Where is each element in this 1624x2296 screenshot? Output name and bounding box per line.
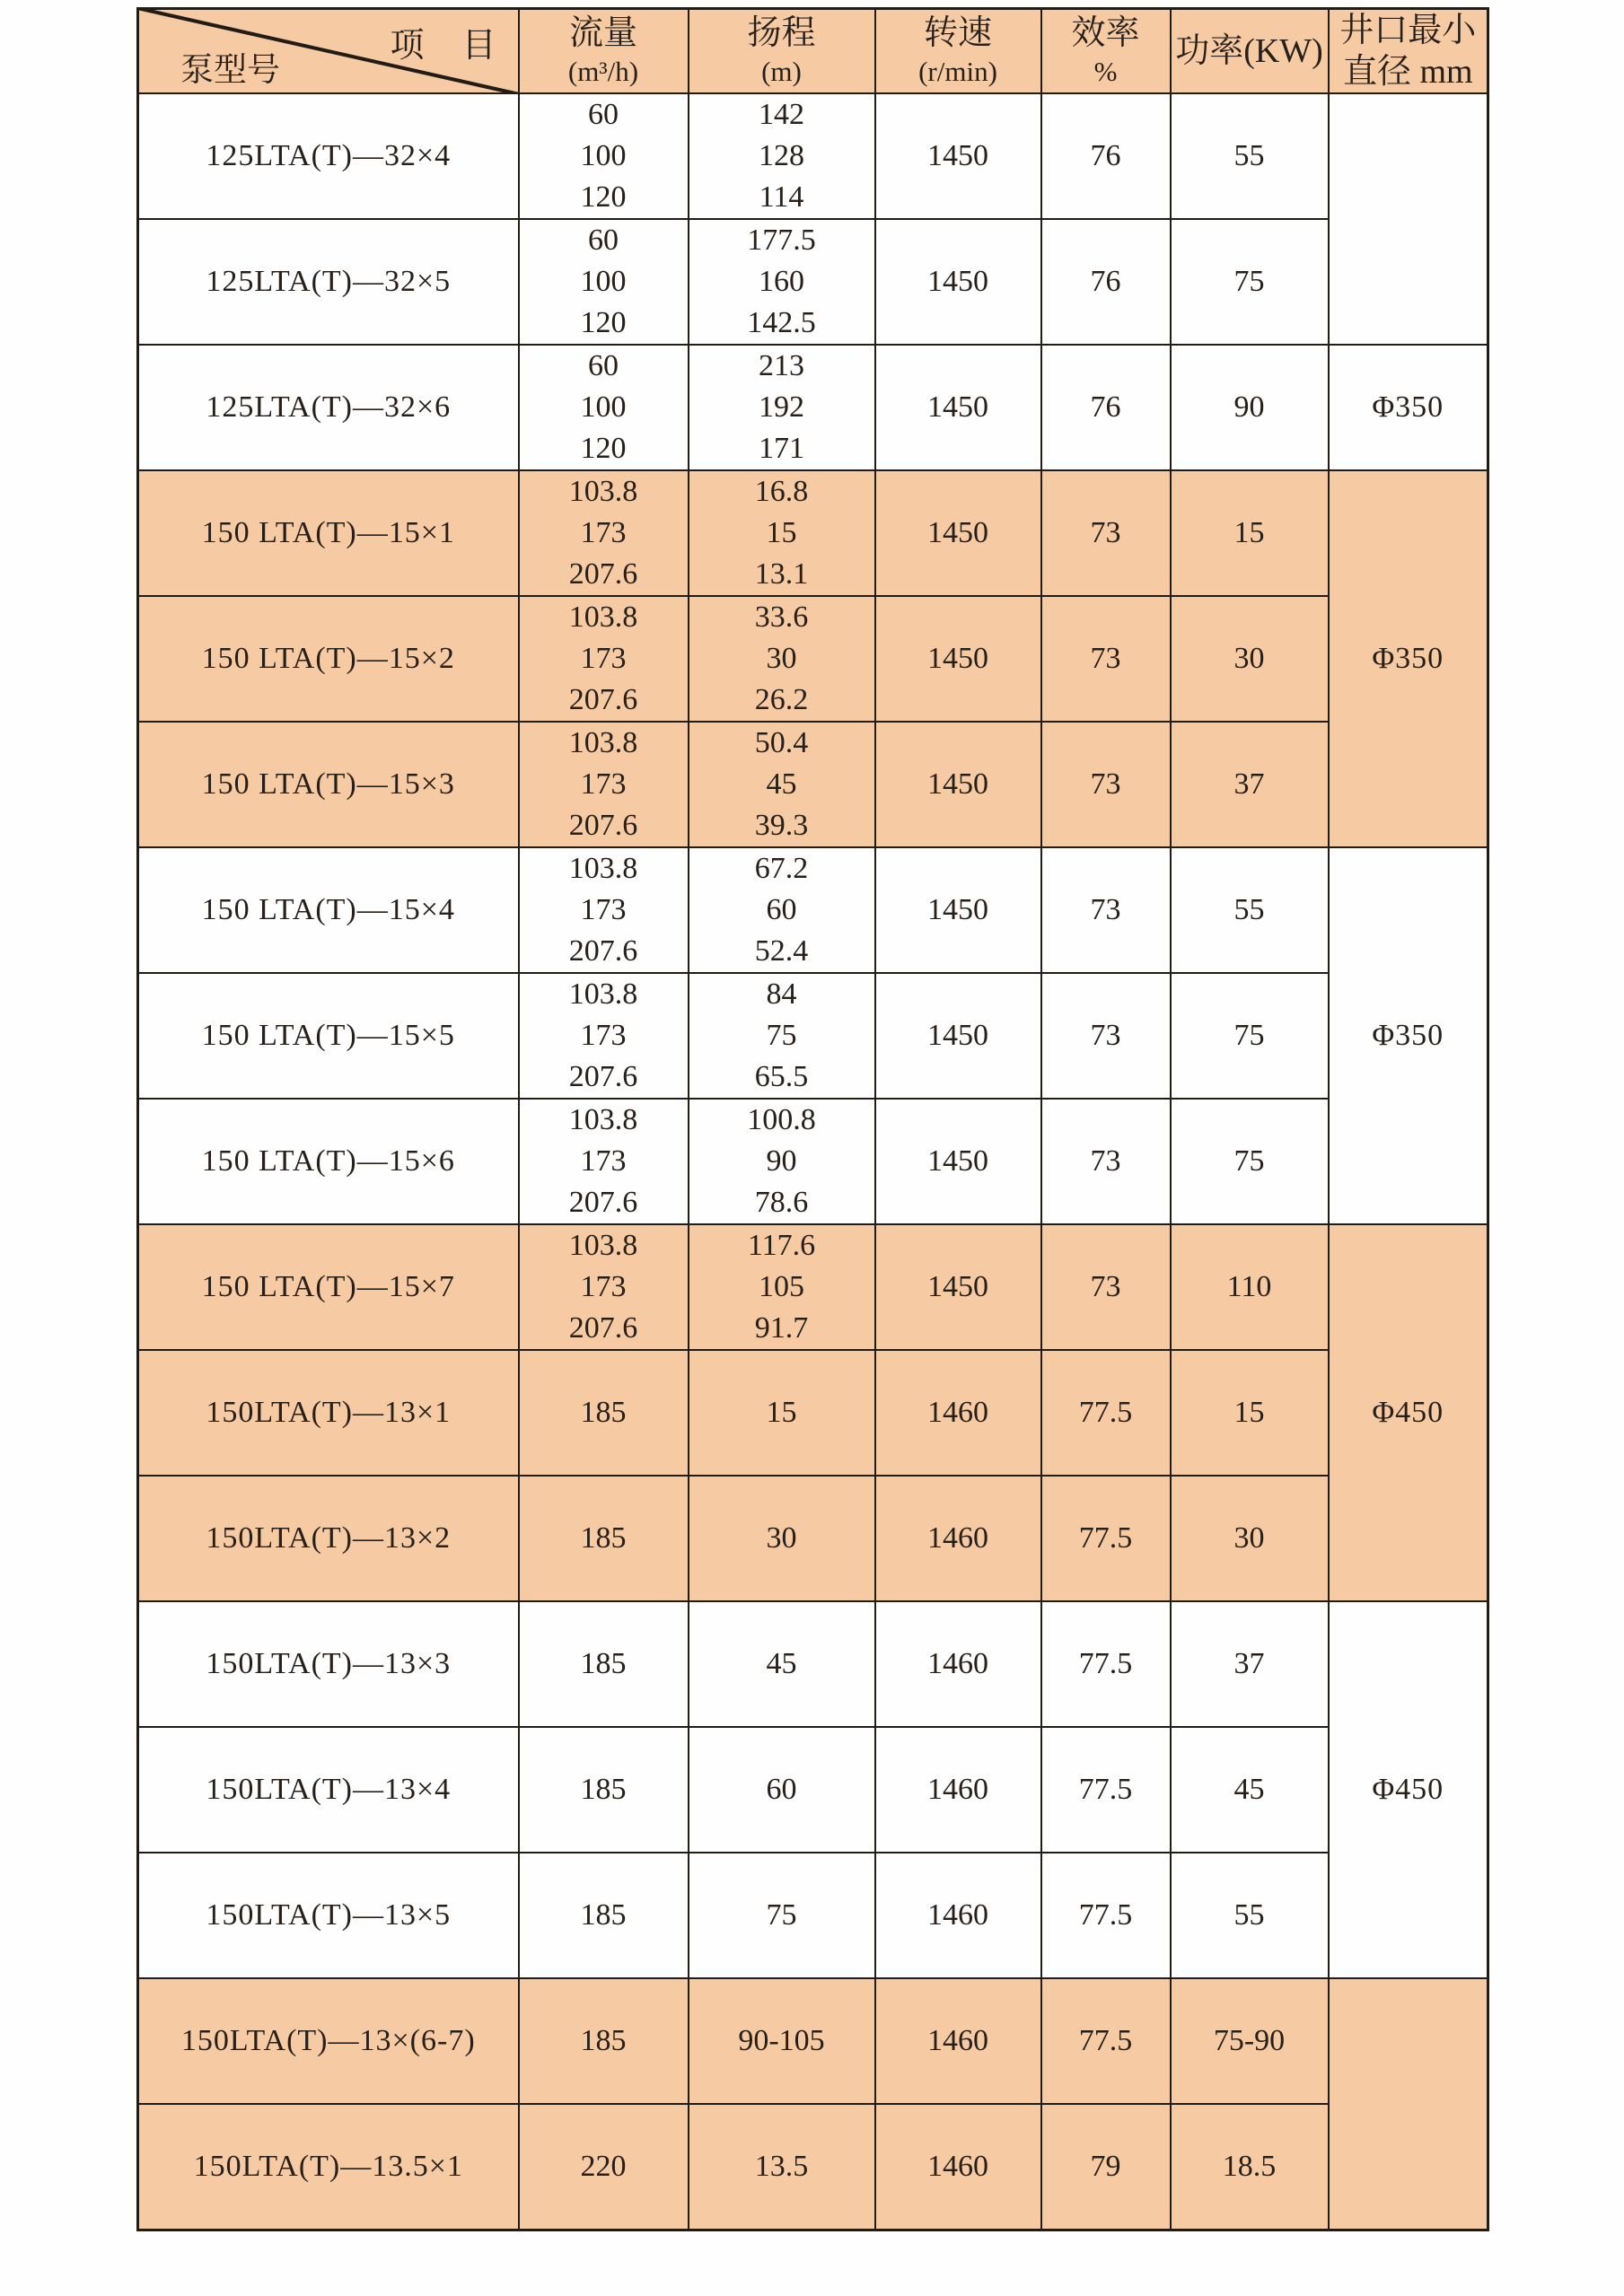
model-cell: 150 LTA(T)—15×1 xyxy=(138,470,519,596)
value-line: 84 xyxy=(766,977,797,1011)
table-row xyxy=(138,93,1488,219)
well-diameter-cell xyxy=(1329,93,1488,345)
speed-cell: 1450 xyxy=(875,722,1041,847)
value-line: 103.8 xyxy=(568,475,638,508)
value-line: 185 xyxy=(580,1773,627,1806)
header-power xyxy=(1171,9,1329,94)
efficiency-cell: 77.5 xyxy=(1041,1601,1171,1727)
speed-cell: 1450 xyxy=(875,93,1041,219)
value-line: 65.5 xyxy=(754,1060,809,1093)
power-cell: 75 xyxy=(1171,973,1329,1099)
value-line: 207.6 xyxy=(568,1186,638,1219)
flow-cell xyxy=(519,1224,689,1350)
model-cell: 150LTA(T)—13×(6-7) xyxy=(138,1978,519,2104)
value-line: 173 xyxy=(580,893,627,926)
header-efficiency-label: 效率 xyxy=(1071,14,1140,52)
head-cell xyxy=(689,847,875,973)
power-cell: 15 xyxy=(1171,470,1329,596)
value-line: 173 xyxy=(580,767,627,801)
power-cell: 45 xyxy=(1171,1727,1329,1853)
value-line: 60 xyxy=(766,893,797,926)
speed-cell: 1450 xyxy=(875,1224,1041,1350)
value-line: 142 xyxy=(759,98,804,131)
corner-label-item: 项 目 xyxy=(390,27,498,65)
header-row xyxy=(138,9,1488,94)
table-row xyxy=(138,1601,1488,1727)
head-cell xyxy=(689,1350,875,1476)
power-cell: 15 xyxy=(1171,1350,1329,1476)
head-cell xyxy=(689,1476,875,1601)
efficiency-cell: 73 xyxy=(1041,1224,1171,1350)
power-cell: 110 xyxy=(1171,1224,1329,1350)
value-line: 26.2 xyxy=(754,683,809,716)
model-cell: 125LTA(T)—32×4 xyxy=(138,93,519,219)
well-diameter-cell: Φ350 xyxy=(1329,470,1488,847)
value-line: 100.8 xyxy=(747,1103,816,1136)
flow-cell xyxy=(519,1727,689,1853)
power-cell: 18.5 xyxy=(1171,2104,1329,2230)
model-cell: 150LTA(T)—13×2 xyxy=(138,1476,519,1601)
speed-cell: 1460 xyxy=(875,2104,1041,2230)
efficiency-cell: 73 xyxy=(1041,847,1171,973)
value-line: 114 xyxy=(759,180,804,214)
head-cell xyxy=(689,1853,875,1978)
value-line: 185 xyxy=(580,2024,627,2057)
speed-cell: 1450 xyxy=(875,973,1041,1099)
table-row xyxy=(138,847,1488,973)
table-row xyxy=(138,1727,1488,1853)
table-row xyxy=(138,1853,1488,1978)
value-line: 185 xyxy=(580,1521,627,1555)
efficiency-cell: 76 xyxy=(1041,345,1171,470)
value-line: 142.5 xyxy=(747,306,816,339)
power-cell: 30 xyxy=(1171,596,1329,722)
value-line: 192 xyxy=(759,390,804,424)
flow-cell xyxy=(519,2104,689,2230)
head-cell xyxy=(689,470,875,596)
value-line: 103.8 xyxy=(568,1229,638,1262)
flow-cell xyxy=(519,596,689,722)
value-line: 185 xyxy=(580,1396,627,1429)
efficiency-cell: 77.5 xyxy=(1041,1727,1171,1853)
value-line: 103.8 xyxy=(568,852,638,885)
speed-cell: 1450 xyxy=(875,596,1041,722)
table-row xyxy=(138,973,1488,1099)
model-cell: 150LTA(T)—13×1 xyxy=(138,1350,519,1476)
header-speed xyxy=(875,9,1041,94)
efficiency-cell: 73 xyxy=(1041,722,1171,847)
value-line: 103.8 xyxy=(568,977,638,1011)
value-line: 207.6 xyxy=(568,1311,638,1345)
value-line: 220 xyxy=(580,2149,627,2183)
head-cell xyxy=(689,1727,875,1853)
power-cell: 55 xyxy=(1171,847,1329,973)
flow-cell xyxy=(519,1978,689,2104)
value-line: 207.6 xyxy=(568,809,638,842)
value-line: 213 xyxy=(759,349,804,382)
value-line: 100 xyxy=(580,390,627,424)
value-line: 103.8 xyxy=(568,600,638,634)
power-cell: 37 xyxy=(1171,722,1329,847)
flow-cell xyxy=(519,722,689,847)
head-cell xyxy=(689,93,875,219)
value-line: 60 xyxy=(588,98,619,131)
power-cell: 90 xyxy=(1171,345,1329,470)
head-cell xyxy=(689,345,875,470)
value-line: 207.6 xyxy=(568,1060,638,1093)
model-cell: 150LTA(T)—13.5×1 xyxy=(138,2104,519,2230)
well-diameter-cell: Φ450 xyxy=(1329,1601,1488,1978)
flow-cell xyxy=(519,470,689,596)
value-line: 207.6 xyxy=(568,934,638,968)
table-row xyxy=(138,1978,1488,2104)
efficiency-cell: 76 xyxy=(1041,219,1171,345)
table-row xyxy=(138,596,1488,722)
header-flow-unit: (m³/h) xyxy=(567,56,639,87)
value-line: 13.5 xyxy=(754,2149,809,2183)
value-line: 120 xyxy=(580,306,627,339)
head-cell xyxy=(689,1099,875,1224)
value-line: 160 xyxy=(759,265,804,298)
power-cell: 30 xyxy=(1171,1476,1329,1601)
value-line: 45 xyxy=(766,1647,797,1680)
value-line: 90 xyxy=(766,1144,797,1178)
header-well-unit: 直径 mm xyxy=(1342,53,1473,91)
model-cell: 150 LTA(T)—15×5 xyxy=(138,973,519,1099)
well-diameter-cell: Φ450 xyxy=(1329,1224,1488,1601)
head-cell xyxy=(689,219,875,345)
table-row xyxy=(138,345,1488,470)
table-row xyxy=(138,470,1488,596)
corner-label-model: 泵型号 xyxy=(180,52,280,89)
table-row xyxy=(138,219,1488,345)
flow-cell xyxy=(519,1099,689,1224)
flow-cell xyxy=(519,847,689,973)
table-row xyxy=(138,1099,1488,1224)
model-cell: 150LTA(T)—13×5 xyxy=(138,1853,519,1978)
flow-cell xyxy=(519,1853,689,1978)
flow-cell xyxy=(519,1601,689,1727)
efficiency-cell: 73 xyxy=(1041,1099,1171,1224)
value-line: 30 xyxy=(766,642,797,675)
table-row xyxy=(138,2104,1488,2230)
table-row xyxy=(138,1350,1488,1476)
efficiency-cell: 73 xyxy=(1041,973,1171,1099)
value-line: 173 xyxy=(580,1019,627,1052)
value-line: 39.3 xyxy=(754,809,809,842)
header-well-label: 井口最小 xyxy=(1339,12,1477,49)
head-cell xyxy=(689,1224,875,1350)
corner-header-cell xyxy=(138,9,519,94)
header-speed-unit: (r/min) xyxy=(918,56,997,87)
flow-cell xyxy=(519,345,689,470)
speed-cell: 1460 xyxy=(875,1853,1041,1978)
value-line: 50.4 xyxy=(754,726,809,759)
header-head xyxy=(689,9,875,94)
speed-cell: 1450 xyxy=(875,1099,1041,1224)
value-line: 103.8 xyxy=(568,1103,638,1136)
value-line: 173 xyxy=(580,1144,627,1178)
flow-cell xyxy=(519,93,689,219)
value-line: 15 xyxy=(766,516,797,549)
value-line: 173 xyxy=(580,516,627,549)
speed-cell: 1460 xyxy=(875,1601,1041,1727)
model-cell: 150 LTA(T)—15×7 xyxy=(138,1224,519,1350)
value-line: 60 xyxy=(588,349,619,382)
header-well-diameter xyxy=(1329,9,1488,94)
value-line: 117.6 xyxy=(747,1229,816,1262)
value-line: 105 xyxy=(759,1270,804,1303)
model-cell: 150LTA(T)—13×3 xyxy=(138,1601,519,1727)
value-line: 171 xyxy=(759,432,804,465)
efficiency-cell: 76 xyxy=(1041,93,1171,219)
model-cell: 150LTA(T)—13×4 xyxy=(138,1727,519,1853)
head-cell xyxy=(689,1978,875,2104)
flow-cell xyxy=(519,219,689,345)
value-line: 67.2 xyxy=(754,852,809,885)
power-cell: 55 xyxy=(1171,93,1329,219)
speed-cell: 1450 xyxy=(875,345,1041,470)
header-flow-label: 流量 xyxy=(568,14,637,52)
value-line: 78.6 xyxy=(754,1186,809,1219)
value-line: 90-105 xyxy=(738,2024,825,2057)
power-cell: 55 xyxy=(1171,1853,1329,1978)
model-cell: 125LTA(T)—32×6 xyxy=(138,345,519,470)
speed-cell: 1450 xyxy=(875,219,1041,345)
value-line: 207.6 xyxy=(568,557,638,591)
efficiency-cell: 79 xyxy=(1041,2104,1171,2230)
value-line: 13.1 xyxy=(754,557,809,591)
speed-cell: 1460 xyxy=(875,1350,1041,1476)
value-line: 45 xyxy=(766,767,797,801)
value-line: 52.4 xyxy=(754,934,809,968)
header-power-label: 功率(KW) xyxy=(1175,32,1323,70)
power-cell: 75 xyxy=(1171,1099,1329,1224)
flow-cell xyxy=(519,973,689,1099)
power-cell: 75-90 xyxy=(1171,1978,1329,2104)
flow-cell xyxy=(519,1350,689,1476)
pump-spec-table xyxy=(136,7,1489,2231)
well-diameter-cell xyxy=(1329,1978,1488,2230)
header-efficiency xyxy=(1041,9,1171,94)
header-head-label: 扬程 xyxy=(747,14,816,52)
model-cell: 150 LTA(T)—15×6 xyxy=(138,1099,519,1224)
table-row xyxy=(138,1224,1488,1350)
value-line: 16.8 xyxy=(754,475,809,508)
value-line: 91.7 xyxy=(754,1311,809,1345)
value-line: 207.6 xyxy=(568,683,638,716)
value-line: 177.5 xyxy=(747,223,816,257)
value-line: 103.8 xyxy=(568,726,638,759)
value-line: 185 xyxy=(580,1898,627,1932)
efficiency-cell: 73 xyxy=(1041,470,1171,596)
speed-cell: 1460 xyxy=(875,1978,1041,2104)
head-cell xyxy=(689,722,875,847)
head-cell xyxy=(689,1601,875,1727)
speed-cell: 1450 xyxy=(875,847,1041,973)
power-cell: 37 xyxy=(1171,1601,1329,1727)
value-line: 185 xyxy=(580,1647,627,1680)
flow-cell xyxy=(519,1476,689,1601)
model-cell: 150 LTA(T)—15×2 xyxy=(138,596,519,722)
header-flow xyxy=(519,9,689,94)
efficiency-cell: 77.5 xyxy=(1041,1476,1171,1601)
efficiency-cell: 73 xyxy=(1041,596,1171,722)
value-line: 128 xyxy=(759,139,804,172)
speed-cell: 1460 xyxy=(875,1727,1041,1853)
value-line: 60 xyxy=(588,223,619,257)
header-efficiency-unit: % xyxy=(1093,56,1118,87)
header-head-unit: (m) xyxy=(761,56,802,87)
value-line: 75 xyxy=(766,1898,797,1932)
table-body xyxy=(138,93,1488,2230)
value-line: 120 xyxy=(580,432,627,465)
head-cell xyxy=(689,596,875,722)
value-line: 30 xyxy=(766,1521,797,1555)
model-cell: 150 LTA(T)—15×4 xyxy=(138,847,519,973)
value-line: 120 xyxy=(580,180,627,214)
table-row xyxy=(138,1476,1488,1601)
head-cell xyxy=(689,2104,875,2230)
table-row xyxy=(138,722,1488,847)
value-line: 15 xyxy=(766,1396,797,1429)
head-cell xyxy=(689,973,875,1099)
efficiency-cell: 77.5 xyxy=(1041,1978,1171,2104)
value-line: 100 xyxy=(580,265,627,298)
efficiency-cell: 77.5 xyxy=(1041,1350,1171,1476)
value-line: 60 xyxy=(766,1773,797,1806)
header-speed-label: 转速 xyxy=(923,14,992,52)
speed-cell: 1450 xyxy=(875,470,1041,596)
power-cell: 75 xyxy=(1171,219,1329,345)
value-line: 33.6 xyxy=(754,600,809,634)
value-line: 173 xyxy=(580,642,627,675)
value-line: 75 xyxy=(766,1019,797,1052)
model-cell: 150 LTA(T)—15×3 xyxy=(138,722,519,847)
speed-cell: 1460 xyxy=(875,1476,1041,1601)
value-line: 100 xyxy=(580,139,627,172)
value-line: 173 xyxy=(580,1270,627,1303)
model-cell: 125LTA(T)—32×5 xyxy=(138,219,519,345)
well-diameter-cell: Φ350 xyxy=(1329,847,1488,1224)
well-diameter-cell: Φ350 xyxy=(1329,345,1488,470)
efficiency-cell: 77.5 xyxy=(1041,1853,1171,1978)
